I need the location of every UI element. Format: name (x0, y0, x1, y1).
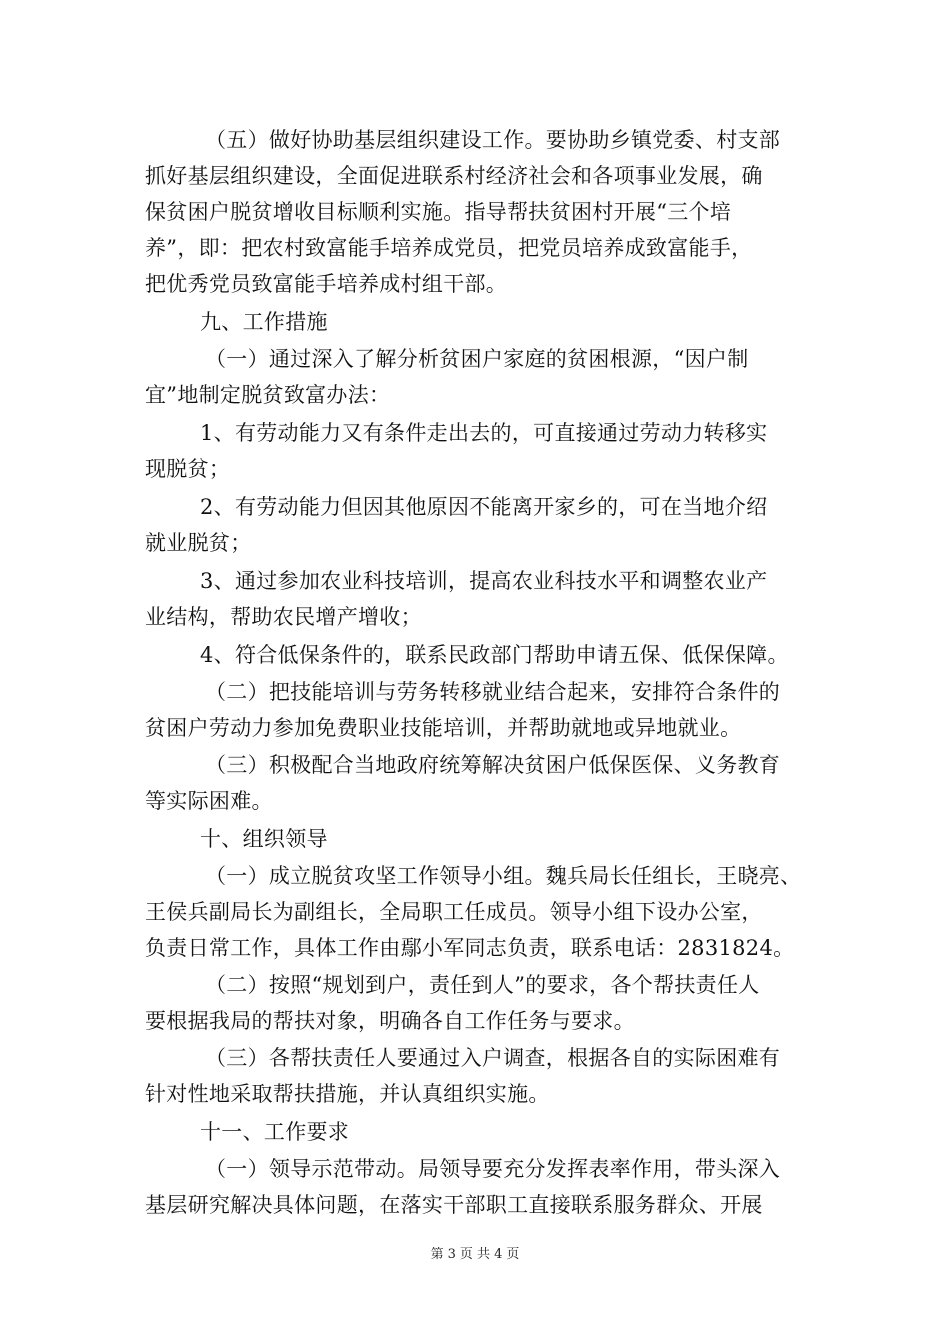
paragraph-line: 业结构，帮助农民增产增收； (145, 605, 422, 629)
footer-total-pages: 4 (494, 1247, 503, 1262)
paragraph-line: 针对性地采取帮扶措施，并认真组织实施。 (145, 1082, 550, 1106)
paragraph-line: （二）按照“规划到户，责任到人”的要求，各个帮扶责任人 (205, 973, 760, 997)
paragraph-line: （一）成立脱贫攻坚工作领导小组。魏兵局长任组长，王晓亮、 (205, 864, 802, 888)
paragraph-line: 保贫困户脱贫增收目标顺利实施。指导帮扶贫困村开展“三个培 (145, 200, 732, 224)
paragraph-line: （三）积极配合当地政府统筹解决贫困户低保医保、义务教育 (205, 753, 781, 777)
page-footer (0, 1247, 950, 1263)
paragraph-line: 要根据我局的帮扶对象，明确各自工作任务与要求。 (145, 1009, 635, 1033)
section-heading: 十、组织领导 (200, 827, 328, 851)
footer-middle: 页 共 (459, 1247, 491, 1262)
section-heading: 十一、工作要求 (200, 1120, 350, 1144)
footer-suffix: 页 (506, 1247, 520, 1262)
section-heading: 九、工作措施 (200, 310, 328, 334)
paragraph-line: 等实际困难。 (145, 789, 273, 813)
footer-current-page: 3 (447, 1247, 456, 1262)
paragraph-line: （二）把技能培训与劳务转移就业结合起来，安排符合条件的 (205, 680, 781, 704)
paragraph-line: （一）领导示范带动。局领导要充分发挥表率作用，带头深入 (205, 1157, 781, 1181)
paragraph-line: 现脱贫； (145, 457, 231, 481)
paragraph-line: 4、符合低保条件的，联系民政部门帮助申请五保、低保保障。 (200, 643, 789, 667)
paragraph-line: （五）做好协助基层组织建设工作。要协助乡镇党委、村支部 (205, 128, 781, 152)
footer-prefix: 第 (430, 1247, 444, 1262)
paragraph-line: 把优秀党员致富能手培养成村组干部。 (145, 272, 508, 296)
paragraph-line: （三）各帮扶责任人要通过入户调查，根据各自的实际困难有 (205, 1046, 781, 1070)
paragraph-line: 2、有劳动能力但因其他原因不能离开家乡的，可在当地介绍 (200, 495, 768, 519)
paragraph-line: 基层研究解决具体问题，在落实干部职工直接联系服务群众、开展 (145, 1193, 763, 1217)
paragraph-line: 1、有劳动能力又有条件走出去的，可直接通过劳动力转移实 (200, 421, 768, 445)
paragraph-line: 负责日常工作，具体工作由鄢小军同志负责，联系电话：2831824。 (145, 936, 795, 960)
paragraph-line: 抓好基层组织建设，全面促进联系村经济社会和各项事业发展，确 (145, 164, 763, 188)
paragraph-line: 贫困户劳动力参加免费职业技能培训，并帮助就地或异地就业。 (145, 716, 742, 740)
paragraph-line: 宜”地制定脱贫致富办法： (145, 383, 391, 407)
paragraph-line: （一）通过深入了解分析贫困户家庭的贫困根源，“因户制 (205, 347, 749, 371)
paragraph-line: 养”，即：把农村致富能手培养成党员，把党员培养成致富能手， (145, 236, 753, 260)
paragraph-line: 王侯兵副局长为副组长，全局职工任成员。领导小组下设办公室， (145, 900, 763, 924)
paragraph-line: 就业脱贫； (145, 531, 252, 555)
paragraph-line: 3、通过参加农业科技培训，提高农业科技水平和调整农业产 (200, 569, 768, 593)
